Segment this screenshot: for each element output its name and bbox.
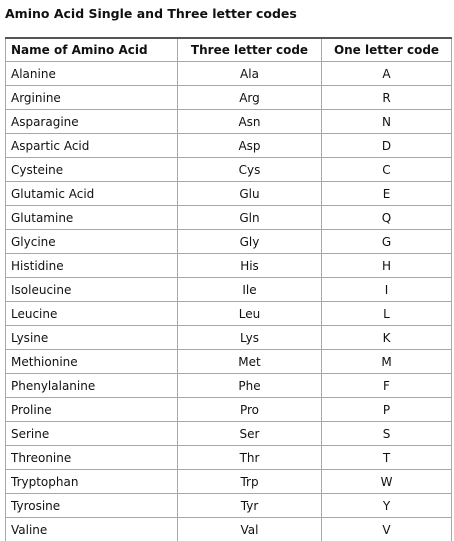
three-letter-code-cell: Gly <box>178 230 322 254</box>
table-row <box>6 518 452 541</box>
table-row <box>6 158 452 182</box>
three-letter-code-cell: Ala <box>178 62 322 86</box>
table-row <box>6 326 452 350</box>
three-letter-code-cell: Val <box>178 518 322 541</box>
one-letter-code-cell: W <box>322 470 452 494</box>
table-row <box>6 302 452 326</box>
one-letter-code-cell: I <box>322 278 452 302</box>
amino-acid-name-cell: Valine <box>6 518 178 541</box>
one-letter-code-cell: P <box>322 398 452 422</box>
table-row <box>6 134 452 158</box>
table-row <box>6 374 452 398</box>
amino-acid-table <box>5 37 452 541</box>
table-row <box>6 62 452 86</box>
one-letter-code-cell: L <box>322 302 452 326</box>
table-row <box>6 422 452 446</box>
one-letter-code-cell: H <box>322 254 452 278</box>
page-title: Amino Acid Single and Three letter codes <box>5 6 297 21</box>
one-letter-code-cell: Y <box>322 494 452 518</box>
amino-acid-name-cell: Glutamine <box>6 206 178 230</box>
amino-acid-name-cell: Glycine <box>6 230 178 254</box>
three-letter-code-cell: Lys <box>178 326 322 350</box>
column-header-name: Name of Amino Acid <box>6 38 178 62</box>
amino-acid-name-cell: Tryptophan <box>6 470 178 494</box>
one-letter-code-cell: K <box>322 326 452 350</box>
amino-acid-name-cell: Serine <box>6 422 178 446</box>
one-letter-code-cell: G <box>322 230 452 254</box>
one-letter-code-cell: V <box>322 518 452 541</box>
table-header-row <box>6 38 452 62</box>
three-letter-code-cell: Phe <box>178 374 322 398</box>
one-letter-code-cell: M <box>322 350 452 374</box>
three-letter-code-cell: Glu <box>178 182 322 206</box>
amino-acid-name-cell: Aspartic Acid <box>6 134 178 158</box>
three-letter-code-cell: Thr <box>178 446 322 470</box>
three-letter-code-cell: Ser <box>178 422 322 446</box>
one-letter-code-cell: Q <box>322 206 452 230</box>
amino-acid-name-cell: Phenylalanine <box>6 374 178 398</box>
table-row <box>6 230 452 254</box>
amino-acid-name-cell: Isoleucine <box>6 278 178 302</box>
table-row <box>6 470 452 494</box>
amino-acid-name-cell: Proline <box>6 398 178 422</box>
three-letter-code-cell: Leu <box>178 302 322 326</box>
amino-acid-name-cell: Arginine <box>6 86 178 110</box>
three-letter-code-cell: Asn <box>178 110 322 134</box>
table-row <box>6 278 452 302</box>
three-letter-code-cell: Cys <box>178 158 322 182</box>
one-letter-code-cell: C <box>322 158 452 182</box>
amino-acid-name-cell: Tyrosine <box>6 494 178 518</box>
one-letter-code-cell: N <box>322 110 452 134</box>
table-row <box>6 86 452 110</box>
three-letter-code-cell: Tyr <box>178 494 322 518</box>
one-letter-code-cell: S <box>322 422 452 446</box>
one-letter-code-cell: E <box>322 182 452 206</box>
table-row <box>6 494 452 518</box>
three-letter-code-cell: Arg <box>178 86 322 110</box>
amino-acid-name-cell: Asparagine <box>6 110 178 134</box>
amino-acid-name-cell: Glutamic Acid <box>6 182 178 206</box>
three-letter-code-cell: Gln <box>178 206 322 230</box>
column-header-one-letter-code: One letter code <box>322 38 452 62</box>
amino-acid-name-cell: Methionine <box>6 350 178 374</box>
table-row <box>6 254 452 278</box>
amino-acid-name-cell: Cysteine <box>6 158 178 182</box>
table-body <box>6 62 452 541</box>
column-header-three-letter-code: Three letter code <box>178 38 322 62</box>
one-letter-code-cell: R <box>322 86 452 110</box>
one-letter-code-cell: D <box>322 134 452 158</box>
three-letter-code-cell: Asp <box>178 134 322 158</box>
amino-acid-name-cell: Leucine <box>6 302 178 326</box>
amino-acid-name-cell: Lysine <box>6 326 178 350</box>
amino-acid-name-cell: Threonine <box>6 446 178 470</box>
amino-acid-name-cell: Histidine <box>6 254 178 278</box>
table-row <box>6 446 452 470</box>
one-letter-code-cell: A <box>322 62 452 86</box>
three-letter-code-cell: Trp <box>178 470 322 494</box>
amino-acid-name-cell: Alanine <box>6 62 178 86</box>
table-row <box>6 398 452 422</box>
three-letter-code-cell: Ile <box>178 278 322 302</box>
table-row <box>6 182 452 206</box>
table-row <box>6 350 452 374</box>
one-letter-code-cell: T <box>322 446 452 470</box>
table-row <box>6 206 452 230</box>
table-row <box>6 110 452 134</box>
three-letter-code-cell: Met <box>178 350 322 374</box>
one-letter-code-cell: F <box>322 374 452 398</box>
three-letter-code-cell: Pro <box>178 398 322 422</box>
three-letter-code-cell: His <box>178 254 322 278</box>
